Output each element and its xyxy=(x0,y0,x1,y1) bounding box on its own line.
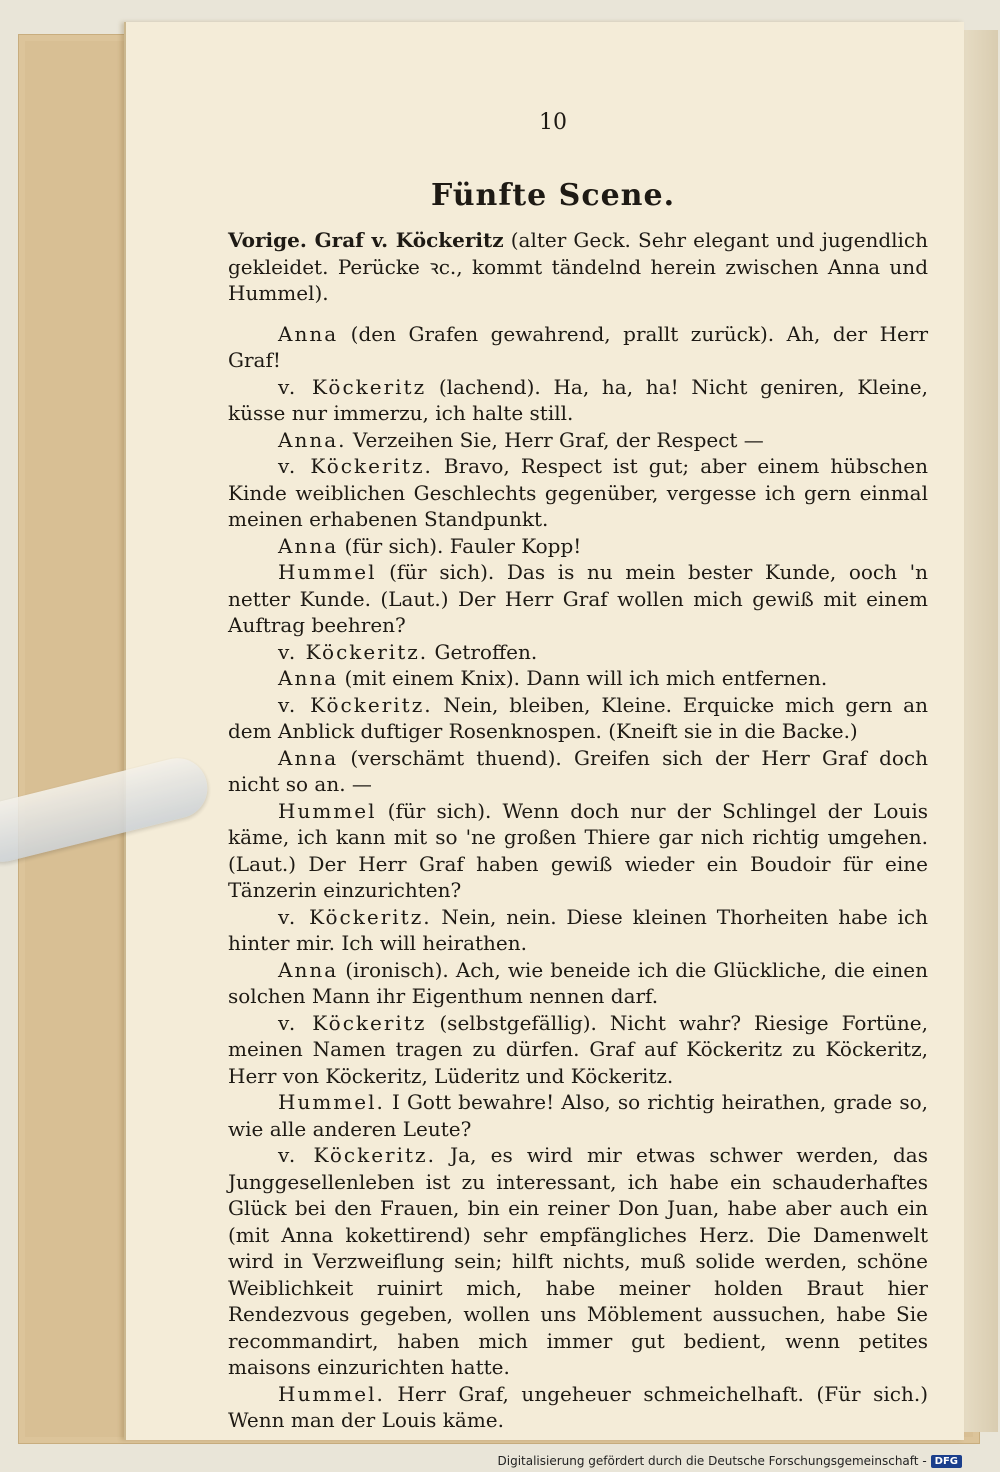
scene-title: Fünfte Scene. xyxy=(430,177,676,213)
dialogue-text: Herr Graf, ungeheuer schmeichelhaft. (Für sich.) Wenn man der Louis käme. xyxy=(228,1381,928,1432)
dialogue-line xyxy=(228,957,928,1010)
dialogue-line xyxy=(228,1381,928,1434)
stage-direction xyxy=(228,227,928,307)
dfg-logo: DFG xyxy=(931,1455,962,1468)
dialogue-text: Bravo, Respect ist gut; aber einem hübschen Kinde weiblichen Geschlechts gegenüber, vergesse ich gern einmal meinen erhabenen Standpunkt. xyxy=(228,454,928,531)
stage-direction-text: (alter Geck. Sehr elegant und jugendlich gekleidet. Perücke ꝛc., kommt tändelnd herein zwischen Anna und Hummel). xyxy=(228,228,928,305)
dialogue-line xyxy=(228,559,928,639)
stage-direction-characters: Vorige. Graf v. Köckeritz xyxy=(228,228,504,252)
dialogue-text: Ja, es wird mir etwas schwer werden, das Junggesellenleben ist zu interessant, ich habe ein schauderhaftes Glück bei den Frauen, bin ein reiner Don Juan, habe aber auch ein (mit Anna kokettirend) sehr empfängliches Herz. Die Damenwelt wird in Verzweiflung sein; hilft nichts, muß solide werden, schöne Weiblichkeit ruinirt mich, habe meiner holden Braut hier Rendezvous gegeben, wollen uns Möblement aussuchen, habe Sie recommandirt, haben mich immer gut bedient, wenn petites maisons einzurichten hatte. xyxy=(228,1143,928,1379)
dialogue-text: (lachend). Ha, ha, ha! Nicht geniren, Kleine, küsse nur immerzu, ich halte still. xyxy=(228,374,928,425)
dialogue-text: (für sich). Das is nu mein bester Kunde, ooch 'n netter Kunde. (Laut.) Der Herr Graf wollen mich gewiß mit einem Auftrag beehren? xyxy=(228,560,928,637)
footer xyxy=(498,1454,963,1468)
dialogue-line xyxy=(228,692,928,745)
speaker-name: Anna xyxy=(278,321,339,346)
dialogue-text: (verschämt thuend). Greifen sich der Herr Graf doch nicht so an. — xyxy=(228,745,928,796)
speaker-name: Anna xyxy=(278,745,339,770)
speaker-name: Anna xyxy=(278,666,339,690)
dialogue-text: (den Grafen gewahrend, prallt zurück). Ah, der Herr Graf! xyxy=(228,321,928,372)
speaker-name: Anna. xyxy=(278,427,347,452)
dialogue-text: (für sich). Fauler Kopp! xyxy=(338,533,582,558)
dialogue-text: (ironisch). Ach, wie beneide ich die Glückliche, die einen solchen Mann ihr Eigenthum nennen darf. xyxy=(228,957,928,1008)
dialogue-line xyxy=(228,533,928,560)
dialogue xyxy=(228,321,928,1434)
speaker-name: Hummel xyxy=(278,560,377,584)
speaker-name: v. Köckeritz. xyxy=(278,904,432,929)
dialogue-line xyxy=(228,1142,928,1381)
dialogue-line xyxy=(228,374,928,427)
dialogue-text: I Gott bewahre! Also, so richtig heirathen, grade so, wie alle anderen Leute? xyxy=(228,1090,928,1141)
speaker-name: v. Köckeritz. xyxy=(278,454,433,478)
speaker-name: v. Köckeritz. xyxy=(278,1143,436,1167)
speaker-name: Anna xyxy=(278,957,339,982)
speaker-name: v. Köckeritz xyxy=(278,1010,427,1035)
dialogue-text: Nein, nein. Diese kleinen Thorheiten habe ich hinter mir. Ich will heirathen. xyxy=(228,904,928,955)
footer-text: Digitalisierung gefördert durch die Deutsche Forschungsgemeinschaft - xyxy=(497,1454,927,1468)
dialogue-line xyxy=(228,1089,928,1142)
dialogue-line xyxy=(228,321,928,374)
speaker-name: v. Köckeritz. xyxy=(278,639,429,664)
dialogue-text: Verzeihen Sie, Herr Graf, der Respect — xyxy=(346,427,764,452)
dialogue-line xyxy=(228,798,928,904)
page-edge xyxy=(962,30,998,1432)
dialogue-text: (selbstgefällig). Nicht wahr? Riesige Fortüne, meinen Namen tragen zu dürfen. Graf auf Köckeritz zu Köckeritz, Herr von Köckeritz, Lüderitz und Köckeritz. xyxy=(228,1010,929,1088)
dialogue-line xyxy=(228,427,928,454)
dialogue-line xyxy=(228,665,928,692)
dialogue-line xyxy=(228,745,928,798)
dialogue-text: Getroffen. xyxy=(428,639,538,664)
dialogue-line xyxy=(228,904,928,957)
page-number: 10 xyxy=(539,110,567,135)
dialogue-line xyxy=(228,1010,928,1090)
page-text xyxy=(228,110,928,1434)
speaker-name: v. Köckeritz. xyxy=(278,692,433,717)
speaker-name: Hummel. xyxy=(278,1381,385,1406)
speaker-name: Hummel. xyxy=(278,1090,385,1114)
dialogue-text: (für sich). Wenn doch nur der Schlingel der Louis käme, ich kann mit so 'ne großen Thiere gar nich richtig umgehen. (Laut.) Der Herr Graf haben gewiß wieder ein Boudoir für eine Tänzerin einzurichten? xyxy=(228,798,928,902)
dialogue-line xyxy=(228,639,928,666)
speaker-name: v. Köckeritz xyxy=(278,374,427,399)
speaker-name: Anna xyxy=(278,533,339,558)
dialogue-line xyxy=(228,453,928,533)
speaker-name: Hummel xyxy=(278,798,377,823)
dialogue-text: Nein, bleiben, Kleine. Erquicke mich gern an dem Anblick duftiger Rosenknospen. (Kneift sie in die Backe.) xyxy=(228,692,928,743)
dialogue-text: (mit einem Knix). Dann will ich mich entfernen. xyxy=(338,666,828,690)
